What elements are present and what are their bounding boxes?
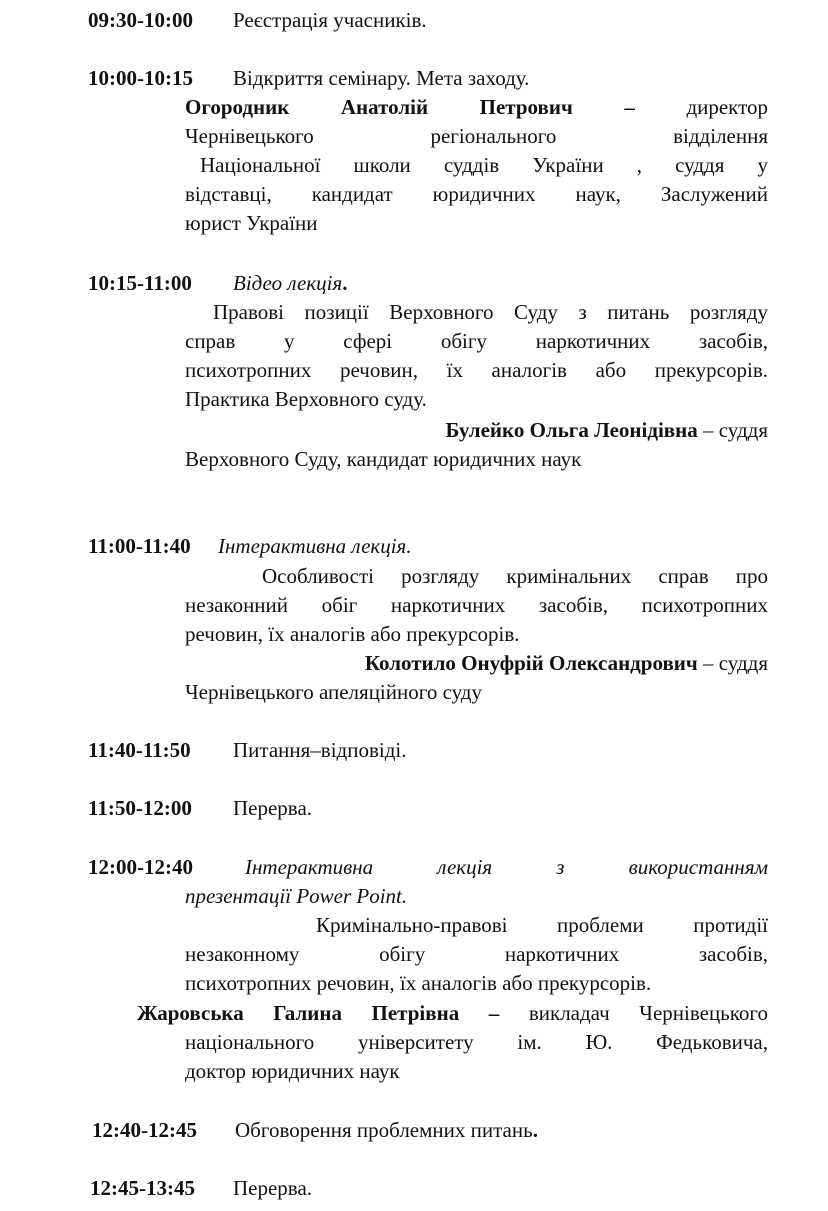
time-label: 11:50-12:00 <box>88 796 192 820</box>
text-line: юрист України <box>185 211 318 235</box>
speaker-name: Огородник Анатолій Петрович <box>185 95 573 119</box>
speaker-role: суддя <box>718 651 768 675</box>
speaker-block <box>185 93 768 238</box>
text-line: незаконний обіг наркотичних засобів, психотропних <box>185 593 768 617</box>
format-end: . <box>342 271 348 295</box>
agenda-text-main: Обговорення проблемних питань <box>235 1118 533 1142</box>
speaker-name: Булейко Ольга Леонідівна <box>445 418 698 442</box>
session-block <box>185 882 768 998</box>
text-line: Практика Верховного суду. <box>185 387 427 411</box>
text-line: психотропних речовин, їх аналогів або прекурсорів. <box>185 971 652 995</box>
speaker-block <box>185 1028 768 1086</box>
text-line: Чернівецького апеляційного суду <box>185 680 482 704</box>
speaker-role: директор <box>686 95 769 119</box>
speaker-line <box>185 416 768 445</box>
format-text: презентації Power Point. <box>185 884 408 908</box>
speaker-block <box>137 999 768 1028</box>
time-label: 10:00-10:15 <box>88 66 193 90</box>
format-text: Інтерактивна лекція з використанням <box>245 855 768 879</box>
time-label: 09:30-10:00 <box>88 8 193 32</box>
session-format <box>245 853 768 882</box>
agenda-text: Перерва. <box>233 796 313 820</box>
session-block <box>185 298 768 474</box>
agenda-text <box>235 1116 538 1145</box>
text-line: Чернівецького регіонального відділення <box>185 124 768 148</box>
agenda-text-end: . <box>532 1118 538 1142</box>
session-block <box>185 562 768 707</box>
time-label: 11:40-11:50 <box>88 738 191 762</box>
time-label: 10:15-11:00 <box>88 271 192 295</box>
text-line: Правові позиції Верховного Суду з питань розгляду <box>213 300 768 324</box>
speaker-name: Колотило Онуфрій Олександрович <box>364 651 698 675</box>
text-line: Верховного Суду, кандидат юридичних наук <box>185 447 582 471</box>
text-line: психотропних речовин, їх аналогів або прекурсорів. <box>185 358 768 382</box>
session-format <box>218 532 412 561</box>
text-line: Особливості розгляду кримінальних справ про <box>262 564 768 588</box>
session-format <box>233 269 348 298</box>
speaker-role: викладач Чернівецького <box>528 1001 768 1025</box>
agenda-text: Відкриття семінару. Мета заходу. <box>233 66 530 90</box>
text-line: речовин, їх аналогів або прекурсорів. <box>185 622 520 646</box>
time-label: 12:45-13:45 <box>90 1176 195 1200</box>
agenda-text: Перерва. <box>233 1176 313 1200</box>
agenda-text: Реєстрація учасників. <box>233 8 427 32</box>
format-text: Інтерактивна лекція. <box>218 534 412 558</box>
time-label: 11:00-11:40 <box>88 534 191 558</box>
text-line: справ у сфері обігу наркотичних засобів, <box>185 329 768 353</box>
dash: – <box>697 418 719 442</box>
dash: – <box>624 95 635 119</box>
text-line: незаконному обігу наркотичних засобів, <box>185 942 768 966</box>
time-label: 12:00-12:40 <box>88 855 193 879</box>
text-line: відставці, кандидат юридичних наук, Заслужений <box>185 182 768 206</box>
time-label: 12:40-12:45 <box>92 1118 197 1142</box>
text-line: Національної школи суддів України , суддя у <box>200 153 768 177</box>
speaker-name: Жаровська Галина Петрівна – <box>137 1001 500 1025</box>
text-line: національного університету ім. Ю. Федьковича, <box>185 1030 768 1054</box>
agenda-text: Питання–відповіді. <box>233 738 407 762</box>
speaker-line <box>185 649 768 678</box>
format-text: Відео лекція <box>233 271 343 295</box>
text-line: Кримінально-правові проблеми протидії <box>316 913 768 937</box>
dash: – <box>697 651 719 675</box>
speaker-role: суддя <box>718 418 768 442</box>
text-line: доктор юридичних наук <box>185 1059 400 1083</box>
